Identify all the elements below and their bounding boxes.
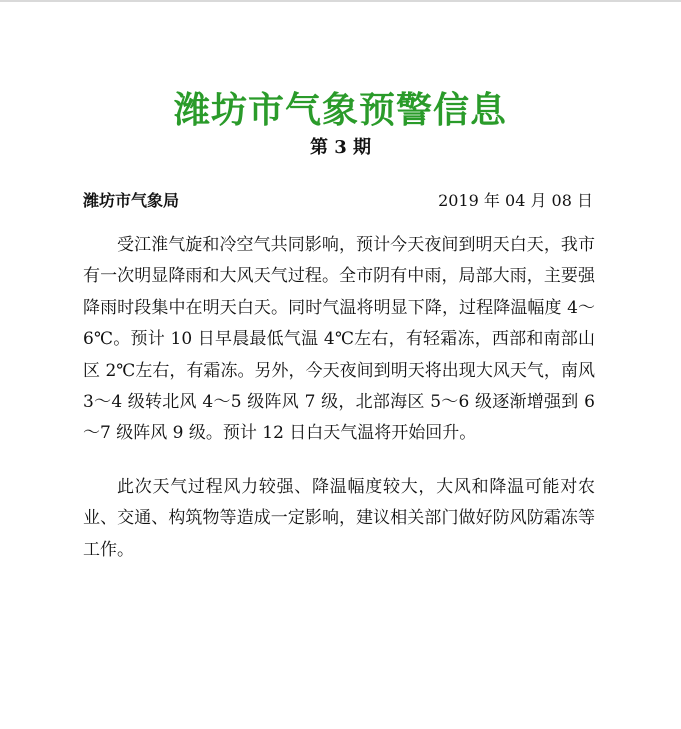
issuer-name: 潍坊市气象局 <box>83 191 180 210</box>
meta-row <box>83 189 593 213</box>
body-paragraph-1: 受江淮气旋和冷空气共同影响，预计今天夜间到明天白天，我市有一次明显降雨和大风天气过程。全市阴有中雨，局部大雨，主要强降雨时段集中在明天白天。同时气温将明显下降，过程降温幅度 4～6℃。预计 10 日早晨最低气温 4℃左右，有轻霜冻，西部和南部山区 2℃左右，有霜冻。另外，今天夜间到明天将出现大风天气，南风 3～4 级转北风 4～5 级阵风 7 级，北部海区 5～6 级逐渐增强到 6～7 级阵风 9 级。预计 12 日白天气温将开始回升。 <box>83 235 595 444</box>
body-paragraph-2: 此次天气过程风力较强、降温幅度较大，大风和降温可能对农业、交通、构筑物等造成一定影响，建议相关部门做好防风防霜冻等工作。 <box>83 476 595 560</box>
issue-number: 第 3 期 <box>309 137 372 158</box>
top-divider <box>0 0 681 2</box>
document-body <box>83 230 595 566</box>
document-title: 潍坊市气象预警信息 <box>173 89 507 132</box>
issue-date: 2019 年 04 月 08 日 <box>438 191 593 210</box>
